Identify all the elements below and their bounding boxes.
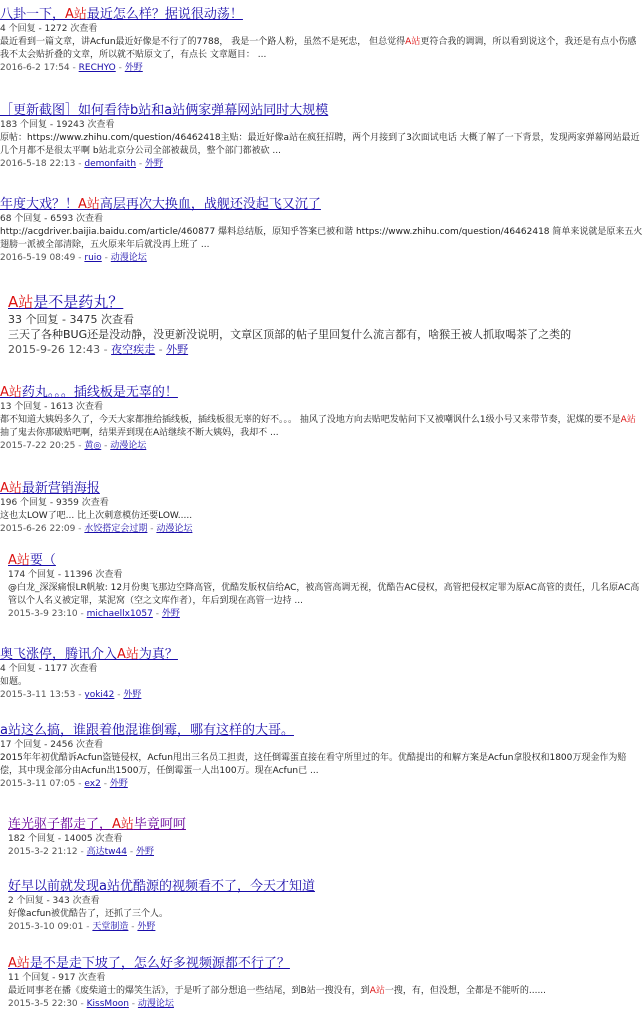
result-title-link[interactable]: ［更新截图］如何看待b站和a站俩家弹幕网站同时大规模 [0,103,329,118]
result-snippet: 2015年年初优酷诉Acfun盗链侵权，Acfun甩出三名员工担责，这任倒霉蛋直接在看守所里过的年。优酷提出的和解方案是Acfun拿股权和1800万现金作为赔偿，其中现金部分由Acfun出1500万，任倒霉蛋一人出100万。现在Acfun已 ... [0,753,627,776]
post-date: 2016-5-18 22:13 [0,159,76,169]
author-link[interactable]: 夜空疾走 [111,343,156,356]
result-title-link[interactable]: 好早以前就发现a站优酷源的视频看不了，今天才知道 [8,879,315,894]
result-meta: 2016-5-19 08:49 - ruio - 动漫论坛 [0,253,147,263]
result-snippet: http://acgdriver.baijia.baidu.com/article/460877 爆料总结版，原知乎答案已被和谐 https://www.zhihu.com/question/46462418 简单来说就是原来五火翅膀一派被全部清除，五火原来年后就没再上班了 ... [0,227,643,250]
result-title-link[interactable]: A站最新营销海报 [0,481,100,496]
search-result [8,552,643,621]
result-title-link[interactable]: 八卦一下，A站最近怎么样？据说很动荡！ [0,7,243,22]
result-snippet: @白龙_深深痛恨LR帆敏: 12月份奥飞那边空降高管，优酷发版权信给AC，被高管高调无视，优酷告AC侵权，高管把侵权定罪为原AC高管的责任，几名原AC高管以个人名义被定罪，某泥窝（空之文库作者），年后到现在高管一边持 ... [8,583,640,606]
author-link[interactable]: KissMoon [86,999,129,1009]
result-snippet: 这也太LOW了吧... 比上次刺意模仿还要LOW..... [0,511,193,521]
forum-link[interactable]: 动漫论坛 [137,999,174,1009]
result-snippet: 三天了各种BUG还是没动静，没更新没说明，文章区顶部的帖子里回复什么流言都有，啥猴王被人抓取喝茶了之类的 [8,328,572,341]
result-snippet: 如题。 [0,677,28,687]
post-date: 2015-9-26 12:43 [8,343,101,356]
forum-link[interactable]: 外野 [136,847,155,857]
result-snippet: 最近看到一篇文章，讲Acfun最近好像是不行了的7788， 我是一个路人粉，虽然不是死忠， 但总觉得A站更符合我的调调，所以看到说这个，我还是有点小伤感 我不太会贴折叠的文章，所以就不贴原文了，有点长 文章题目： ... [0,37,637,60]
search-result [8,816,643,859]
post-date: 2015-3-11 07:05 [0,779,76,789]
author-link[interactable]: ruio [84,253,102,263]
search-result [8,878,643,934]
search-result [0,646,643,702]
forum-link[interactable]: 外野 [166,343,189,356]
result-stats: 11 个回复 - 917 次查看 [8,973,106,983]
result-meta: 2015-3-11 13:53 - yoki42 - 外野 [0,690,142,700]
search-result [0,384,643,453]
result-meta: 2015-9-26 12:43 - 夜空疾走 - 外野 [8,343,189,356]
result-stats: 174 个回复 - 11396 次查看 [8,570,123,580]
result-stats: 4 个回复 - 1272 次查看 [0,24,98,34]
result-stats: 17 个回复 - 2456 次查看 [0,740,104,750]
search-result [0,102,643,171]
forum-link[interactable]: 外野 [109,779,128,789]
result-title-link[interactable]: 奥飞涨停，腾讯介入A站为真？ [0,647,178,662]
result-stats: 13 个回复 - 1613 次查看 [0,402,104,412]
result-stats: 33 个回复 - 3475 次查看 [8,313,134,326]
post-date: 2016-6-2 17:54 [0,63,70,73]
author-link[interactable]: ex2 [84,779,101,789]
author-link[interactable]: 高达tw44 [86,847,127,857]
result-meta: 2015-3-10 09:01 - 天堂制造 - 外野 [8,922,156,932]
result-meta: 2015-3-2 21:12 - 高达tw44 - 外野 [8,847,155,857]
result-stats: 2 个回复 - 343 次查看 [8,896,100,906]
forum-link[interactable]: 动漫论坛 [110,253,147,263]
result-meta: 2016-6-2 17:54 - RECHYO - 外野 [0,63,143,73]
result-title-link[interactable]: A站是不是药丸？ [8,293,124,311]
post-date: 2015-3-2 21:12 [8,847,78,857]
author-link[interactable]: 黄◎ [84,441,102,451]
result-title-link[interactable]: A站药丸。。。插线板是无辜的！ [0,385,178,400]
result-snippet: 原帖：https://www.zhihu.com/question/46462418主贴：最近好像a站在疯狂招聘，两个月接到了3次面试电话 大概了解了一下背景，发现两家弹幕网站最近几个月都不是很太平啊 b站北京分公司全部被裁员，整个部门都被砍 ... [0,133,640,156]
forum-link[interactable]: 外野 [123,690,142,700]
post-date: 2015-3-10 09:01 [8,922,84,932]
forum-link[interactable]: 外野 [137,922,156,932]
result-snippet: 都不知道大姨妈多久了，今天大家都推给插线板，插线板很无辜的好不。。。 抽风了没地方向去贴吧发帖问下又被嘲讽什么1级小号又来带节奏，泥煤的要不是A站抽了鬼去你那破贴吧啊，结果弄到现在A站继续不断大姨妈，我却不 ... [0,415,636,438]
result-snippet: 最近同事老在播《废柴道士的爆笑生活》，于是听了部分想追一些结尾，到B站一搜没有，到A站一搜，有，但没想，全都是不能听的...... [8,986,547,996]
result-meta: 2015-6-26 22:09 - 水饺搭定会过期 - 动漫论坛 [0,524,193,534]
author-link[interactable]: 天堂制造 [92,922,129,932]
forum-link[interactable]: 外野 [161,609,180,619]
result-stats: 196 个回复 - 9359 次查看 [0,498,109,508]
result-snippet: 好像acfun被优酷告了，还抓了三个人。 [8,909,169,919]
result-stats: 182 个回复 - 14005 次查看 [8,834,123,844]
author-link[interactable]: demonfaith [84,159,137,169]
search-result [0,722,643,791]
search-result [8,955,643,1011]
result-meta: 2015-3-11 07:05 - ex2 - 外野 [0,779,128,789]
author-link[interactable]: 水饺搭定会过期 [84,524,148,534]
search-result [0,6,643,75]
author-link[interactable]: RECHYO [78,63,116,73]
result-stats: 4 个回复 - 1177 次查看 [0,664,98,674]
post-date: 2015-3-5 22:30 [8,999,78,1009]
search-result [8,292,643,357]
result-meta: 2016-5-18 22:13 - demonfaith - 外野 [0,159,164,169]
post-date: 2016-5-19 08:49 [0,253,76,263]
result-title-link[interactable]: a站这么搞，谁跟着他混谁倒霉，哪有这样的大哥。 [0,723,294,738]
search-result [0,196,643,265]
forum-link[interactable]: 外野 [124,63,143,73]
search-result [0,480,643,536]
result-stats: 183 个回复 - 19243 次查看 [0,120,115,130]
author-link[interactable]: yoki42 [84,690,115,700]
post-date: 2015-7-22 20:25 [0,441,76,451]
post-date: 2015-6-26 22:09 [0,524,76,534]
post-date: 2015-3-9 23:10 [8,609,78,619]
forum-link[interactable]: 动漫论坛 [156,524,193,534]
forum-link[interactable]: 动漫论坛 [110,441,147,451]
result-title-link[interactable]: 连光驱子都走了，A站毕竟呵呵 [8,817,186,832]
result-stats: 68 个回复 - 6593 次查看 [0,214,104,224]
result-title-link[interactable]: A站要（ [8,553,56,568]
forum-link[interactable]: 外野 [145,159,164,169]
result-title-link[interactable]: A站是不是走下坡了，怎么好多视频源都不行了？ [8,956,290,971]
author-link[interactable]: michaellx1057 [86,609,153,619]
result-meta: 2015-3-5 22:30 - KissMoon - 动漫论坛 [8,999,174,1009]
post-date: 2015-3-11 13:53 [0,690,76,700]
result-title-link[interactable]: 年度大戏？！A站高层再次大换血，战舰还没起飞又沉了 [0,197,321,212]
result-meta: 2015-3-9 23:10 - michaellx1057 - 外野 [8,609,180,619]
result-meta: 2015-7-22 20:25 - 黄◎ - 动漫论坛 [0,441,147,451]
